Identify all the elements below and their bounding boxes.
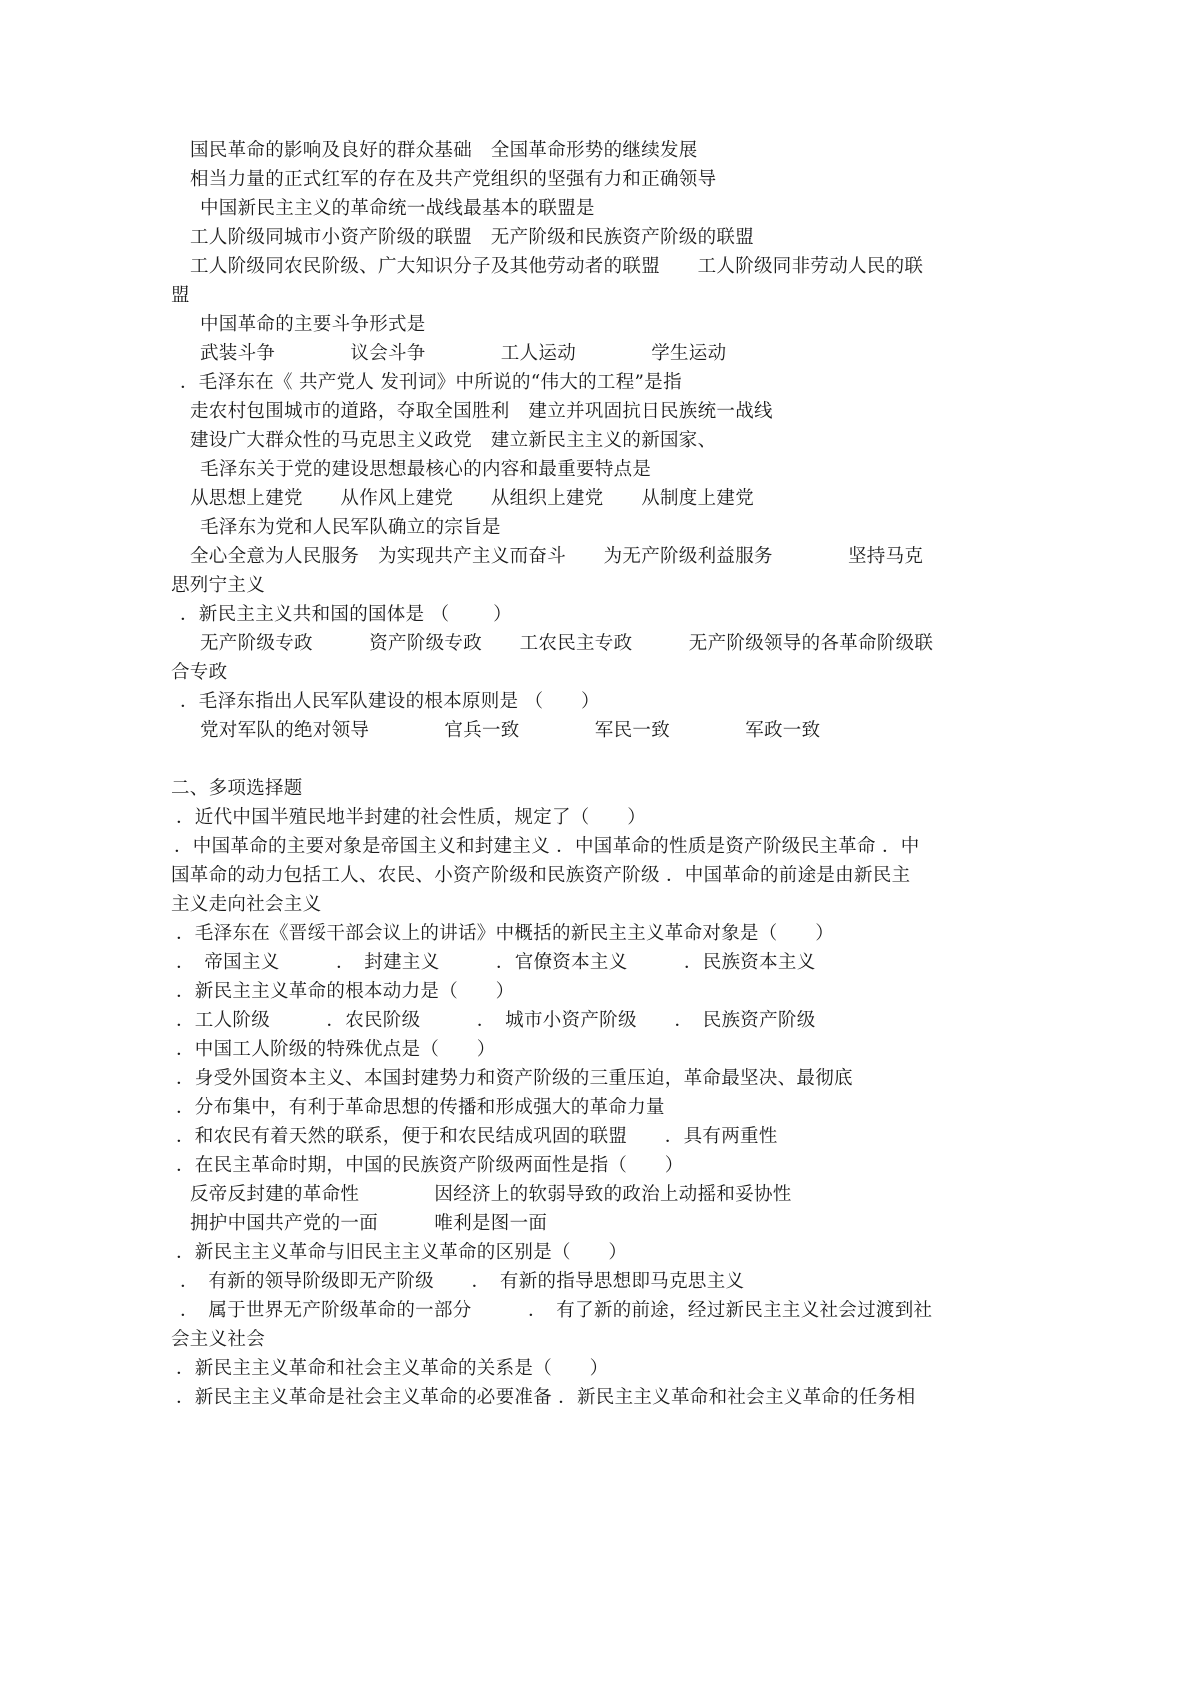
text-line: 党对军队的绝对领导 官兵一致 军民一致 军政一致: [200, 720, 821, 741]
text-line: ．新民主主义共和国的国体是 （ ）: [180, 604, 512, 625]
text-line: ．工人阶级 ．农民阶级 ． 城市小资产阶级 ． 民族资产阶级: [176, 1010, 816, 1031]
text-line: 中国新民主主义的革命统一战线最基本的联盟是: [200, 198, 595, 219]
text-line: ． 帝国主义 ． 封建主义 ．官僚资本主义 ．民族资本主义: [176, 952, 816, 973]
text-line: ．毛泽东在《 共产党人 发刊词》中所说的“伟大的工程”是指: [180, 372, 682, 393]
text-line: 合专政: [171, 662, 228, 683]
text-line: ．新民主主义革命和社会主义革命的关系是（ ）: [176, 1358, 609, 1379]
text-line: ． 属于世界无产阶级革命的一部分 ． 有了新的前途，经过新民主主义社会过渡到社: [180, 1300, 933, 1321]
text-line: 毛泽东为党和人民军队确立的宗旨是: [200, 517, 501, 538]
text-line: 相当力量的正式红军的存在及共产党组织的坚强有力和正确领导: [190, 169, 717, 190]
text-line: ．中国革命的主要对象是帝国主义和封建主义 ．中国革命的性质是资产阶级民主革命 ．中: [174, 836, 920, 857]
text-line: 无产阶级专政 资产阶级专政 工农民主专政 无产阶级领导的各革命阶级联: [200, 633, 934, 654]
text-line: ． 有新的领导阶级即无产阶级 ． 有新的指导思想即马克思主义: [180, 1271, 745, 1292]
text-line: ．在民主革命时期，中国的民族资产阶级两面性是指（ ）: [176, 1155, 684, 1176]
text-line: 建设广大群众性的马克思主义政党 建立新民主主义的新国家、: [190, 430, 717, 451]
text-line: 工人阶级同城市小资产阶级的联盟 无产阶级和民族资产阶级的联盟: [190, 227, 755, 248]
text-line: ．毛泽东指出人民军队建设的根本原则是 （ ）: [180, 691, 600, 712]
text-line: 武装斗争 议会斗争 工人运动 学生运动: [200, 343, 727, 364]
text-line: 国民革命的影响及良好的群众基础 全国革命形势的继续发展: [190, 140, 698, 161]
text-line: ．新民主主义革命是社会主义革命的必要准备 ．新民主主义革命和社会主义革命的任务相: [176, 1387, 916, 1408]
text-line: ．身受外国资本主义、本国封建势力和资产阶级的三重压迫，革命最坚决、最彻底: [176, 1068, 853, 1089]
text-line: 反帝反封建的革命性 因经济上的软弱导致的政治上动摇和妥协性: [190, 1184, 792, 1205]
text-line: 会主义社会: [171, 1329, 266, 1350]
text-line: 工人阶级同农民阶级、广大知识分子及其他劳动者的联盟 工人阶级同非劳动人民的联: [190, 256, 924, 277]
text-line: 主义走向社会主义: [171, 894, 322, 915]
text-line: ．近代中国半殖民地半封建的社会性质，规定了（ ）: [176, 807, 647, 828]
text-line: 国革命的动力包括工人、农民、小资产阶级和民族资产阶级 ．中国革命的前途是由新民主: [171, 865, 911, 886]
text-line: 从思想上建党 从作风上建党 从组织上建党 从制度上建党: [190, 488, 755, 509]
text-line: ．分布集中，有利于革命思想的传播和形成强大的革命力量: [176, 1097, 665, 1118]
text-line: 拥护中国共产党的一面 唯利是图一面: [190, 1213, 548, 1234]
text-line: 毛泽东关于党的建设思想最核心的内容和最重要特点是: [200, 459, 652, 480]
text-line: ．和农民有着天然的联系，便于和农民结成巩固的联盟 ．具有两重性: [176, 1126, 778, 1147]
text-line: 中国革命的主要斗争形式是: [200, 314, 426, 335]
text-line: 盟: [171, 285, 190, 306]
text-line: ．新民主主义革命的根本动力是（ ）: [176, 981, 515, 1002]
text-line: 走农村包围城市的道路，夺取全国胜利 建立并巩固抗日民族统一战线: [190, 401, 773, 422]
section-heading: 二、多项选择题: [171, 778, 303, 799]
text-line: ．毛泽东在《晋绥干部会议上的讲话》中概括的新民主主义革命对象是（ ）: [176, 923, 835, 944]
text-line: ．中国工人阶级的特殊优点是（ ）: [176, 1039, 496, 1060]
text-line: ．新民主主义革命与旧民主主义革命的区别是（ ）: [176, 1242, 628, 1263]
text-line: 思列宁主义: [171, 575, 266, 596]
text-line: 全心全意为人民服务 为实现共产主义而奋斗 为无产阶级利益服务 坚持马克: [190, 546, 924, 567]
